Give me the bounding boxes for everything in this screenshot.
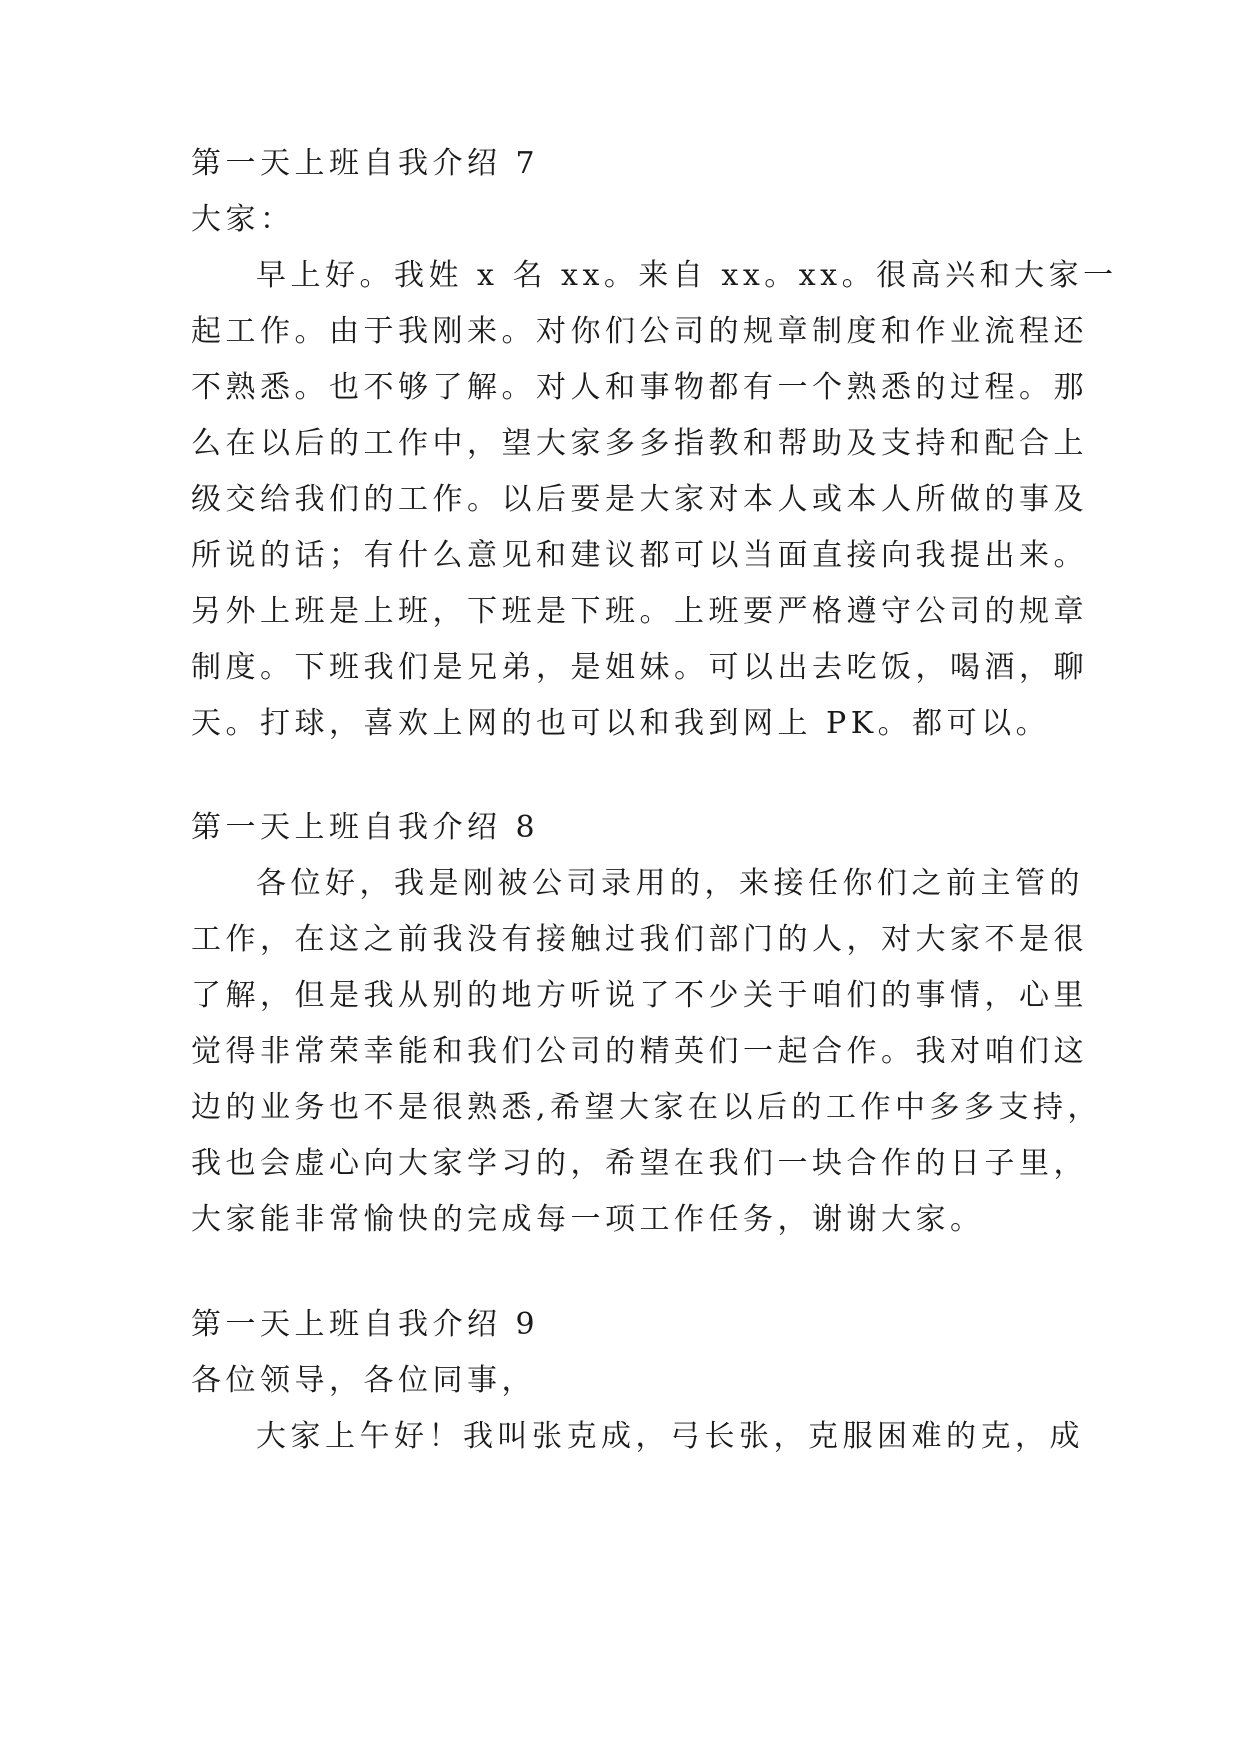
salutation: 各位领导，各位同事，	[191, 1363, 536, 1398]
paragraph-line: 工作，在这之前我没有接触过我们部门的人，对大家不是很	[191, 922, 1088, 957]
paragraph-line: 各位好，我是刚被公司录用的，来接任你们之前主管的	[256, 866, 1084, 901]
paragraph-line: 大家上午好！我叫张克成，弓长张，克服困难的克，成	[256, 1419, 1084, 1454]
paragraph-line: 级交给我们的工作。以后要是大家对本人或本人所做的事及	[191, 482, 1088, 517]
paragraph-line: 另外上班是上班，下班是下班。上班要严格遵守公司的规章	[191, 594, 1088, 629]
paragraph-line: 起工作。由于我刚来。对你们公司的规章制度和作业流程还	[191, 314, 1088, 349]
paragraph-line: 我也会虚心向大家学习的，希望在我们一块合作的日子里，	[191, 1146, 1088, 1181]
paragraph-line: 制度。下班我们是兄弟，是姐妹。可以出去吃饭，喝酒，聊	[191, 650, 1088, 685]
paragraph-line: 所说的话；有什么意见和建议都可以当面直接向我提出来。	[191, 538, 1088, 573]
paragraph-line: 天。打球，喜欢上网的也可以和我到网上 PK。都可以。	[191, 706, 1051, 741]
paragraph-line: 边的业务也不是很熟悉,希望大家在以后的工作中多多支持，	[191, 1090, 1103, 1125]
section-heading: 第一天上班自我介绍 7	[191, 146, 540, 181]
paragraph-line: 觉得非常荣幸能和我们公司的精英们一起合作。我对咱们这	[191, 1034, 1088, 1069]
section-heading: 第一天上班自我介绍 9	[191, 1307, 540, 1342]
paragraph-line: 大家能非常愉快的完成每一项工作任务，谢谢大家。	[191, 1202, 985, 1237]
paragraph-line: 不熟悉。也不够了解。对人和事物都有一个熟悉的过程。那	[191, 370, 1088, 405]
salutation: 大家：	[191, 202, 295, 237]
paragraph-line: 早上好。我姓 x 名 xx。来自 xx。xx。很高兴和大家一	[256, 258, 1118, 293]
section-heading: 第一天上班自我介绍 8	[191, 810, 540, 845]
paragraph-line: 么在以后的工作中，望大家多多指教和帮助及支持和配合上	[191, 426, 1088, 461]
paragraph-line: 了解，但是我从别的地方听说了不少关于咱们的事情，心里	[191, 978, 1088, 1013]
